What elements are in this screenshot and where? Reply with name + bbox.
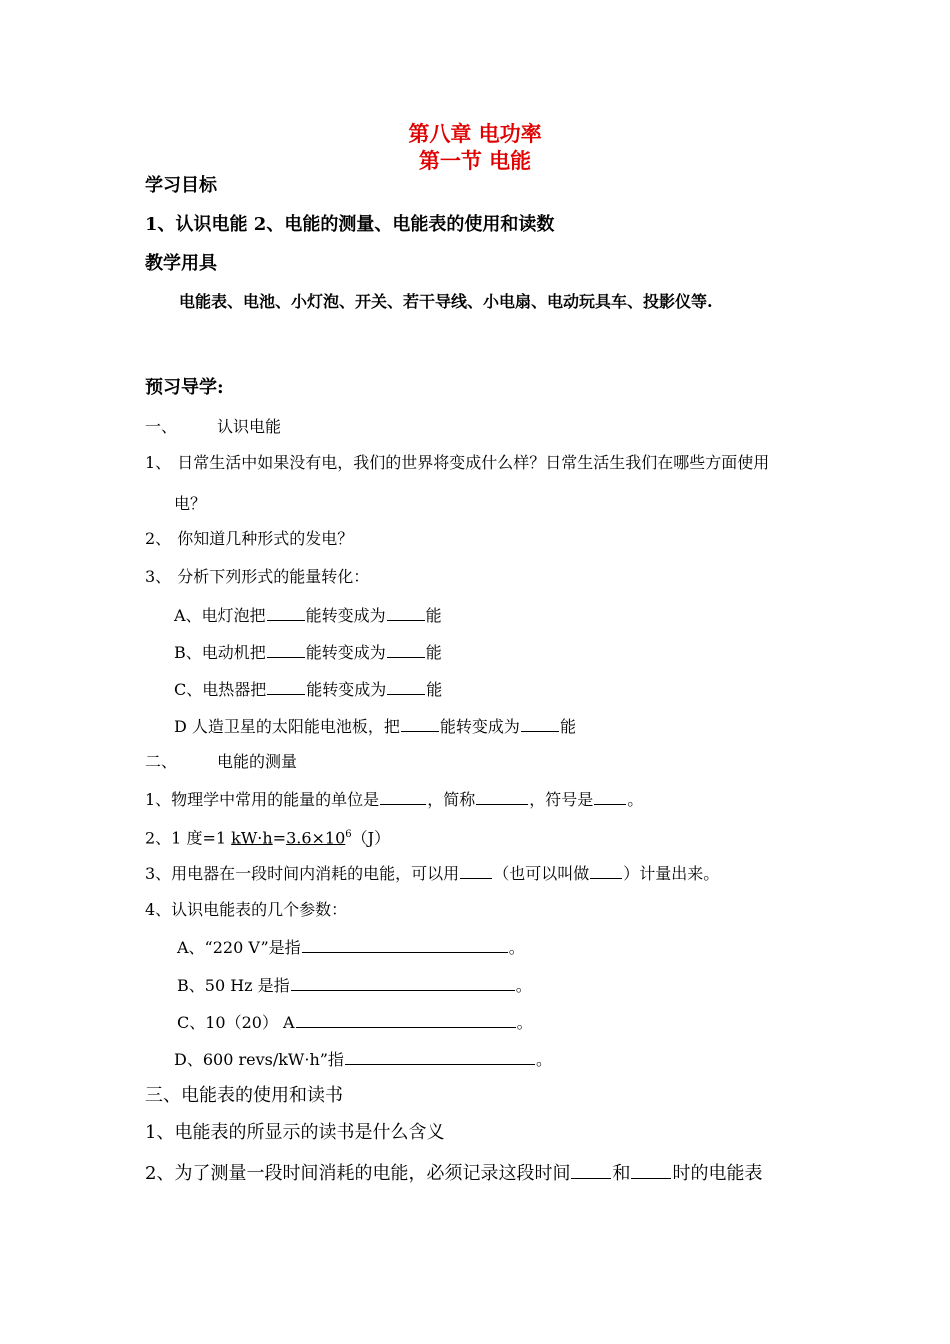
item-label: B、电动机把 bbox=[174, 643, 266, 662]
blank-field[interactable] bbox=[302, 936, 508, 953]
blank-field[interactable] bbox=[345, 1048, 535, 1065]
blank-field[interactable] bbox=[387, 604, 425, 621]
blank-field[interactable] bbox=[590, 862, 622, 879]
blank-field[interactable] bbox=[460, 862, 492, 879]
param-text: 。 bbox=[535, 1050, 552, 1069]
question-text: ）计量出来。 bbox=[623, 864, 720, 883]
section-one-number: 一、 bbox=[145, 417, 178, 436]
blank-field[interactable] bbox=[380, 788, 426, 805]
item-text: 能 bbox=[426, 680, 443, 699]
blank-field[interactable] bbox=[521, 715, 559, 732]
item-label: D 人造卫星的太阳能电池板，把 bbox=[174, 717, 400, 736]
question-text: （J） bbox=[351, 828, 391, 848]
question-text: 你知道几种形式的发电？ bbox=[177, 529, 354, 548]
question-text: 和 bbox=[612, 1163, 631, 1184]
param-d bbox=[174, 1048, 552, 1070]
question-2 bbox=[145, 529, 353, 549]
question-text: ，符号是 bbox=[529, 790, 594, 809]
item-text: 能转变成为 bbox=[305, 643, 386, 662]
fill-item-b bbox=[174, 641, 442, 663]
question-text: = bbox=[272, 828, 287, 848]
exponent: 6 bbox=[345, 829, 352, 840]
question-text: ，简称 bbox=[427, 790, 476, 809]
question-3 bbox=[145, 567, 369, 587]
question-text: 3、用电器在一段时间内消耗的电能，可以用 bbox=[145, 864, 460, 883]
blank-field[interactable] bbox=[387, 678, 425, 695]
section-two-number: 二、 bbox=[145, 752, 178, 771]
item-text: 能 bbox=[425, 643, 442, 662]
measure-question-2 bbox=[145, 825, 390, 848]
param-label: C、10（20） A bbox=[177, 1013, 295, 1032]
objectives-text: 1、认识电能 2、电能的测量、电能表的使用和读数 bbox=[145, 214, 555, 235]
param-a bbox=[177, 936, 525, 958]
blank-field[interactable] bbox=[296, 1011, 516, 1028]
question-1-continued: 电？ bbox=[174, 494, 207, 513]
question-number: 2、 bbox=[145, 529, 172, 548]
question-number: 3、 bbox=[145, 567, 172, 586]
section-one-title: 认识电能 bbox=[217, 417, 282, 436]
param-text: 。 bbox=[508, 938, 525, 957]
measure-question-4: 4、认识电能表的几个参数： bbox=[145, 900, 348, 919]
section-two-title: 电能的测量 bbox=[217, 752, 298, 771]
value-joules: 3.6×10 bbox=[286, 828, 346, 848]
blank-field[interactable] bbox=[594, 788, 626, 805]
param-text: 。 bbox=[516, 1013, 533, 1032]
section-two-heading bbox=[145, 752, 297, 772]
section-three-heading: 三、电能表的使用和读书 bbox=[145, 1085, 343, 1106]
fill-item-a bbox=[174, 604, 442, 626]
item-text: 能 bbox=[559, 717, 576, 736]
section-one-heading bbox=[145, 417, 281, 437]
param-label: D、600 revs/kW·h”指 bbox=[174, 1050, 344, 1069]
question-text: 2、1 度=1 bbox=[145, 828, 232, 848]
fill-item-c bbox=[174, 678, 442, 700]
item-text: 能 bbox=[425, 606, 442, 625]
meter-question-2 bbox=[145, 1160, 762, 1185]
blank-field[interactable] bbox=[267, 604, 305, 621]
item-text: 能转变成为 bbox=[306, 680, 387, 699]
measure-question-3 bbox=[145, 862, 719, 884]
blank-field[interactable] bbox=[401, 715, 439, 732]
blank-field[interactable] bbox=[291, 974, 515, 991]
blank-field[interactable] bbox=[267, 641, 305, 658]
item-text: 能转变成为 bbox=[305, 606, 386, 625]
question-number: 1、 bbox=[145, 453, 172, 472]
param-b bbox=[177, 974, 532, 996]
blank-field[interactable] bbox=[476, 788, 528, 805]
item-text: 能转变成为 bbox=[439, 717, 520, 736]
question-text: 。 bbox=[627, 790, 644, 809]
param-text: 。 bbox=[515, 976, 532, 995]
question-text: 时的电能表 bbox=[672, 1163, 763, 1184]
fill-item-d bbox=[174, 715, 576, 737]
question-text: （也可以叫做 bbox=[493, 864, 590, 883]
blank-field[interactable] bbox=[267, 678, 305, 695]
question-text: 1、物理学中常用的能量的单位是 bbox=[145, 790, 380, 809]
question-text: 日常生活中如果没有电，我们的世界将变成什么样？日常生活生我们在哪些方面使用 bbox=[177, 453, 770, 472]
tools-heading: 教学用具 bbox=[145, 253, 217, 274]
param-label: A、“220 V”是指 bbox=[177, 938, 301, 957]
meter-question-1: 1、电能表的所显示的读书是什么含义 bbox=[145, 1122, 445, 1143]
param-label: B、50 Hz 是指 bbox=[177, 976, 290, 995]
param-c bbox=[177, 1011, 533, 1033]
item-label: A、电灯泡把 bbox=[174, 606, 266, 625]
blank-field[interactable] bbox=[631, 1160, 671, 1179]
blank-field[interactable] bbox=[571, 1160, 611, 1179]
blank-field[interactable] bbox=[387, 641, 425, 658]
item-label: C、电热器把 bbox=[174, 680, 267, 699]
tools-text: 电能表、电池、小灯泡、开关、若干导线、小电扇、电动玩具车、投影仪等. bbox=[179, 292, 713, 311]
question-text: 2、为了测量一段时间消耗的电能，必须记录这段时间 bbox=[145, 1163, 571, 1184]
unit-kwh: kW·h bbox=[231, 828, 273, 848]
measure-question-1 bbox=[145, 788, 643, 810]
preview-heading: 预习导学: bbox=[145, 377, 224, 398]
question-1 bbox=[145, 453, 769, 473]
section-title: 第一节 电能 bbox=[418, 148, 532, 173]
question-text: 分析下列形式的能量转化： bbox=[177, 567, 370, 586]
objectives-heading: 学习目标 bbox=[145, 175, 217, 196]
chapter-title: 第八章 电功率 bbox=[408, 121, 542, 146]
